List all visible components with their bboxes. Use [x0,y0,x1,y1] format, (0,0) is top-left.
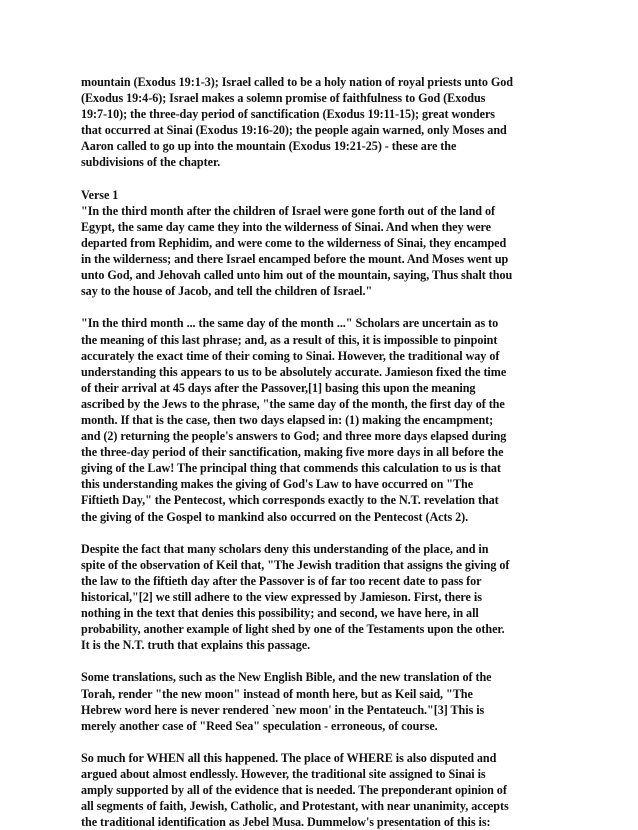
paragraph [81,669,559,733]
text-line: that occurred at Sinai (Exodus 19:16-20); the people again warned, only Moses and [81,123,507,138]
text-line: historical,"[2] we still adhere to the view expressed by Jamieson. First, there is [81,590,482,604]
text-line: subdivisions of the chapter. [81,155,221,170]
text-line: the three-day period of their sanctification, making five more days in all before the [81,445,504,460]
text-line: "In the third month ... the same day of the month ..." Scholars are uncertain as to [81,316,499,331]
text-line: spite of the observation of Keil that, "The Jewish tradition that assigns the giving of [81,557,510,572]
text-line: probability, another example of light shed by one of the Testaments upon the other. [81,622,505,637]
text-line: say to the house of Jacob, and tell the children of Israel." [81,284,373,299]
text-line: unto God, and Jehovah called unto him out of the mountain, saying, Thus shalt thou [81,268,513,283]
text-line: giving of the Law! The principal thing that commends this calculation to us is that [81,461,501,476]
paragraph [81,74,559,171]
text-line: nothing in the text that denies this possibility; and second, we have here, in all [81,606,479,621]
text-line: Aaron called to go up into the mountain (Exodus 19:21-25) - these are the [81,139,457,154]
text-line: Torah, render "the new moon" instead of month here, but as Keil said, "The [81,686,473,701]
text-line: understanding this appears to us to be absolutely accurate. Jamieson fixed the time [81,364,507,379]
paragraph [81,750,559,830]
text-line: Despite the fact that many scholars deny this understanding of the place, and in [81,541,489,556]
text-line: and (2) returning the people's answers to God; and three more days elapsed during [81,429,507,444]
text-line: amply supported by all of the evidence that is needed. The preponderant opinion of [81,783,507,798]
text-line: Some translations, such as the New English Bible, and the new translation of the [81,670,492,685]
text-line: Egypt, the same day came they into the wilderness of Sinai. And when they were [81,219,492,234]
text-line: of their arrival at 45 days after the Passover,[1] basing this upon the meaning [81,380,476,395]
paragraph [81,187,559,300]
text-line: the law to the fiftieth day after the Passover is of far too recent date to pass for [81,573,482,588]
text-line: accurately the exact time of their coming to Sinai. However, the traditional way of [81,348,500,363]
text-line: the traditional identification as Jebel Musa. Dummelow's presentation of this is: [81,815,491,830]
text-line: Verse 1 [81,187,119,202]
text-line: month. If that is the case, then two days elapsed in: (1) making the encampment; [81,412,494,427]
text-line: departed from Rephidim, and were come to the wilderness of Sinai, they encamped [81,235,507,250]
text-line: the giving of the Gospel to mankind also occurred on the Pentecost (Acts 2). [81,509,469,524]
text-line: It is the N.T. truth that explains this passage. [81,638,311,653]
text-line: (Exodus 19:4-6); Israel makes a solemn promise of faithfulness to God (Exodus [81,91,486,106]
paragraph [81,541,559,654]
text-line: argued about almost endlessly. However, the traditional site assigned to Sinai is [81,767,486,782]
text-line: in the wilderness; and there Israel encamped before the mount. And Moses went up [81,252,509,267]
text-line: this understanding makes the giving of God's Law to have occurred on "The [81,477,474,492]
text-line: ascribed by the Jews to the phrase, "the same day of the month, the first day of the [81,396,505,411]
text-line: 19:7-10); the three-day period of sanctification (Exodus 19:11-15); great wonders [81,107,495,122]
text-line: "In the third month after the children of Israel were gone forth out of the land of [81,203,495,218]
text-line: mountain (Exodus 19:1-3); Israel called to be a holy nation of royal priests unto God [81,75,513,89]
text-line: the meaning of this last phrase; and, as a result of this, it is impossible to pinpoint [81,332,498,347]
document-body [81,74,559,830]
paragraph [81,315,559,524]
text-line: Fiftieth Day," the Pentecost, which corresponds exactly to the N.T. revelation that [81,493,499,508]
text-line: merely another case of "Reed Sea" speculation - erroneous, of course. [81,718,438,733]
text-line: Hebrew word here is never rendered `new moon' in the Pentateuch."[3] This is [81,702,485,717]
text-line: all segments of faith, Jewish, Catholic, and Protestant, with near unanimity, accepts [81,799,509,814]
text-line: So much for WHEN all this happened. The place of WHERE is also disputed and [81,750,497,765]
